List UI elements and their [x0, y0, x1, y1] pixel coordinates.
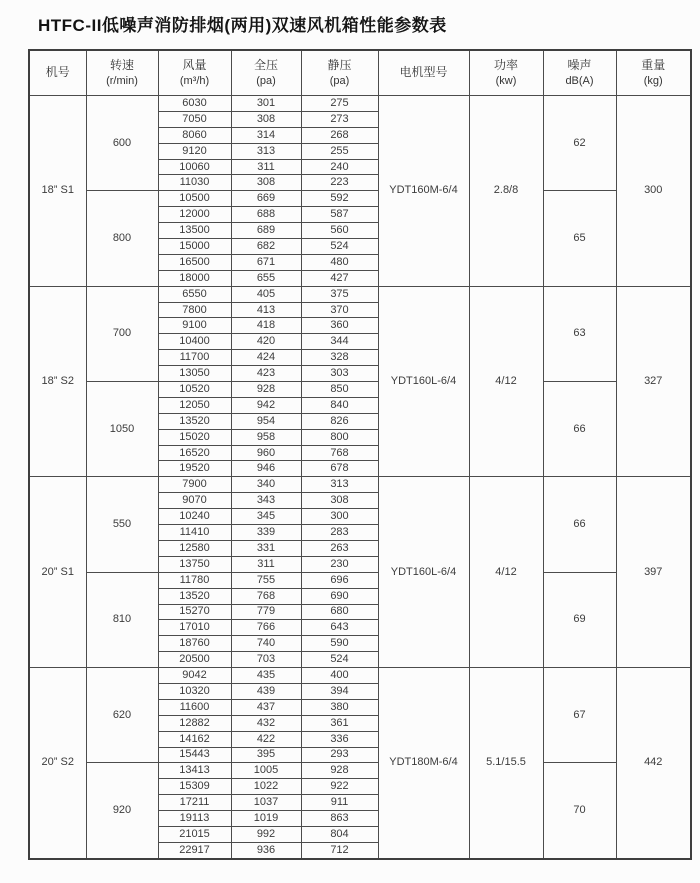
cell-total-pressure: 1019: [231, 811, 301, 827]
cell-total-pressure: 682: [231, 239, 301, 255]
cell-static-pressure: 587: [301, 207, 378, 223]
cell-noise: 69: [543, 572, 616, 667]
col-header-static-pressure: [301, 50, 378, 96]
cell-total-pressure: 343: [231, 493, 301, 509]
cell-speed: 800: [86, 191, 158, 286]
cell-static-pressure: 283: [301, 525, 378, 541]
col-header-label: 重量: [641, 58, 666, 73]
cell-airflow: 12000: [158, 207, 231, 223]
cell-static-pressure: 361: [301, 715, 378, 731]
col-header-speed: [86, 50, 158, 96]
cell-total-pressure: 311: [231, 556, 301, 572]
table-row: [29, 477, 691, 493]
cell-machine-no: 18” S2: [29, 286, 86, 477]
cell-airflow: 20500: [158, 652, 231, 668]
cell-static-pressure: 273: [301, 111, 378, 127]
col-header-airflow: [158, 50, 231, 96]
cell-total-pressure: 942: [231, 397, 301, 413]
cell-total-pressure: 1037: [231, 795, 301, 811]
cell-total-pressure: 703: [231, 652, 301, 668]
cell-static-pressure: 240: [301, 159, 378, 175]
col-header-unit: (pa): [256, 74, 276, 87]
col-header-label: 功率: [493, 58, 518, 73]
cell-airflow: 18760: [158, 636, 231, 652]
cell-total-pressure: 311: [231, 159, 301, 175]
cell-speed: 620: [86, 668, 158, 763]
cell-airflow: 17211: [158, 795, 231, 811]
cell-total-pressure: 768: [231, 588, 301, 604]
cell-airflow: 16500: [158, 254, 231, 270]
cell-airflow: 10240: [158, 509, 231, 525]
page-title: HTFC-II低噪声消防排烟(两用)双速风机箱性能参数表: [38, 16, 447, 35]
cell-speed: 700: [86, 286, 158, 381]
cell-static-pressure: 303: [301, 366, 378, 382]
cell-total-pressure: 946: [231, 461, 301, 477]
cell-total-pressure: 331: [231, 540, 301, 556]
cell-static-pressure: 313: [301, 477, 378, 493]
cell-static-pressure: 800: [301, 429, 378, 445]
cell-airflow: 11030: [158, 175, 231, 191]
cell-airflow: 9100: [158, 318, 231, 334]
cell-airflow: 13413: [158, 763, 231, 779]
cell-total-pressure: 689: [231, 223, 301, 239]
cell-static-pressure: 375: [301, 286, 378, 302]
table-row: [29, 382, 691, 398]
cell-airflow: 10520: [158, 382, 231, 398]
table-row: [29, 96, 691, 112]
cell-speed: 600: [86, 96, 158, 191]
cell-airflow: 15270: [158, 604, 231, 620]
cell-total-pressure: 958: [231, 429, 301, 445]
cell-motor-model: YDT160L-6/4: [378, 286, 469, 477]
cell-airflow: 21015: [158, 826, 231, 842]
col-header-label: 静压: [327, 58, 352, 73]
cell-airflow: 11700: [158, 350, 231, 366]
cell-total-pressure: 424: [231, 350, 301, 366]
cell-static-pressure: 328: [301, 350, 378, 366]
cell-power: 4/12: [469, 477, 543, 668]
cell-total-pressure: 688: [231, 207, 301, 223]
cell-static-pressure: 850: [301, 382, 378, 398]
cell-total-pressure: 437: [231, 699, 301, 715]
cell-power: 5.1/15.5: [469, 668, 543, 859]
col-header-unit: (pa): [329, 74, 350, 87]
cell-static-pressure: 911: [301, 795, 378, 811]
table-header: [29, 50, 691, 96]
cell-static-pressure: 696: [301, 572, 378, 588]
cell-noise: 67: [543, 668, 616, 763]
col-header-label: 噪声: [567, 58, 592, 73]
table-row: [29, 191, 691, 207]
cell-airflow: 11780: [158, 572, 231, 588]
cell-motor-model: YDT160M-6/4: [378, 96, 469, 287]
cell-power: 4/12: [469, 286, 543, 477]
cell-static-pressure: 712: [301, 842, 378, 858]
cell-static-pressure: 380: [301, 699, 378, 715]
cell-static-pressure: 768: [301, 445, 378, 461]
cell-total-pressure: 655: [231, 270, 301, 286]
cell-static-pressure: 922: [301, 779, 378, 795]
cell-noise: 66: [543, 477, 616, 572]
cell-noise: 70: [543, 763, 616, 859]
cell-total-pressure: 405: [231, 286, 301, 302]
cell-airflow: 10500: [158, 191, 231, 207]
cell-total-pressure: 755: [231, 572, 301, 588]
cell-airflow: 10060: [158, 159, 231, 175]
col-header-unit: (kw): [495, 74, 517, 87]
cell-total-pressure: 740: [231, 636, 301, 652]
cell-noise: 63: [543, 286, 616, 381]
cell-airflow: 7800: [158, 302, 231, 318]
cell-total-pressure: 960: [231, 445, 301, 461]
cell-airflow: 15000: [158, 239, 231, 255]
cell-total-pressure: 928: [231, 382, 301, 398]
cell-speed: 810: [86, 572, 158, 667]
cell-static-pressure: 223: [301, 175, 378, 191]
cell-total-pressure: 936: [231, 842, 301, 858]
cell-airflow: 15443: [158, 747, 231, 763]
cell-airflow: 16520: [158, 445, 231, 461]
col-header-unit: (m³/h): [179, 74, 210, 87]
cell-static-pressure: 344: [301, 334, 378, 350]
cell-total-pressure: 340: [231, 477, 301, 493]
cell-total-pressure: 992: [231, 826, 301, 842]
cell-static-pressure: 524: [301, 652, 378, 668]
cell-airflow: 12050: [158, 397, 231, 413]
cell-static-pressure: 394: [301, 683, 378, 699]
col-header-label: 全压: [253, 58, 278, 73]
cell-total-pressure: 435: [231, 668, 301, 684]
cell-airflow: 10320: [158, 683, 231, 699]
cell-total-pressure: 308: [231, 175, 301, 191]
cell-total-pressure: 779: [231, 604, 301, 620]
cell-static-pressure: 308: [301, 493, 378, 509]
col-header-label: 转速: [109, 58, 134, 73]
cell-motor-model: YDT180M-6/4: [378, 668, 469, 859]
cell-static-pressure: 255: [301, 143, 378, 159]
cell-airflow: 13500: [158, 223, 231, 239]
cell-total-pressure: 954: [231, 413, 301, 429]
cell-airflow: 9042: [158, 668, 231, 684]
cell-static-pressure: 230: [301, 556, 378, 572]
cell-total-pressure: 420: [231, 334, 301, 350]
cell-airflow: 9120: [158, 143, 231, 159]
cell-total-pressure: 413: [231, 302, 301, 318]
cell-static-pressure: 840: [301, 397, 378, 413]
col-header-unit: (r/min): [106, 74, 138, 87]
cell-static-pressure: 263: [301, 540, 378, 556]
cell-airflow: 7050: [158, 111, 231, 127]
cell-speed: 1050: [86, 382, 158, 477]
cell-machine-no: 20” S1: [29, 477, 86, 668]
cell-static-pressure: 275: [301, 96, 378, 112]
cell-static-pressure: 690: [301, 588, 378, 604]
cell-static-pressure: 592: [301, 191, 378, 207]
col-header-noise: [543, 50, 616, 96]
cell-total-pressure: 439: [231, 683, 301, 699]
cell-static-pressure: 370: [301, 302, 378, 318]
cell-total-pressure: 314: [231, 127, 301, 143]
cell-total-pressure: 418: [231, 318, 301, 334]
cell-static-pressure: 360: [301, 318, 378, 334]
cell-airflow: 11600: [158, 699, 231, 715]
cell-weight: 442: [616, 668, 691, 859]
cell-static-pressure: 293: [301, 747, 378, 763]
cell-static-pressure: 804: [301, 826, 378, 842]
cell-weight: 397: [616, 477, 691, 668]
cell-static-pressure: 480: [301, 254, 378, 270]
cell-airflow: 15020: [158, 429, 231, 445]
col-header-machine-no: [29, 50, 86, 96]
cell-total-pressure: 1005: [231, 763, 301, 779]
cell-noise: 65: [543, 191, 616, 286]
cell-static-pressure: 400: [301, 668, 378, 684]
table-row: [29, 286, 691, 302]
cell-airflow: 13520: [158, 413, 231, 429]
cell-weight: 327: [616, 286, 691, 477]
header-row: [29, 50, 691, 96]
cell-airflow: 10400: [158, 334, 231, 350]
cell-total-pressure: 766: [231, 620, 301, 636]
col-header-unit: (kg): [643, 74, 663, 87]
cell-static-pressure: 928: [301, 763, 378, 779]
cell-static-pressure: 336: [301, 731, 378, 747]
cell-airflow: 13050: [158, 366, 231, 382]
cell-total-pressure: 432: [231, 715, 301, 731]
cell-airflow: 15309: [158, 779, 231, 795]
col-header-total-pressure: [231, 50, 301, 96]
table-row: [29, 668, 691, 684]
cell-total-pressure: 395: [231, 747, 301, 763]
cell-static-pressure: 680: [301, 604, 378, 620]
cell-airflow: 7900: [158, 477, 231, 493]
cell-airflow: 12580: [158, 540, 231, 556]
cell-airflow: 13750: [158, 556, 231, 572]
table-row: [29, 572, 691, 588]
cell-airflow: 9070: [158, 493, 231, 509]
cell-static-pressure: 863: [301, 811, 378, 827]
cell-static-pressure: 268: [301, 127, 378, 143]
cell-speed: 550: [86, 477, 158, 572]
col-header-power: [469, 50, 543, 96]
cell-airflow: 8060: [158, 127, 231, 143]
cell-total-pressure: 669: [231, 191, 301, 207]
cell-total-pressure: 308: [231, 111, 301, 127]
col-header-unit: dB(A): [565, 74, 594, 87]
cell-total-pressure: 423: [231, 366, 301, 382]
cell-speed: 920: [86, 763, 158, 859]
cell-airflow: 6030: [158, 96, 231, 112]
cell-total-pressure: 1022: [231, 779, 301, 795]
cell-total-pressure: 671: [231, 254, 301, 270]
cell-static-pressure: 590: [301, 636, 378, 652]
cell-power: 2.8/8: [469, 96, 543, 287]
performance-table: [28, 49, 692, 860]
col-header-label: 电机型号: [399, 65, 448, 80]
cell-airflow: 6550: [158, 286, 231, 302]
cell-static-pressure: 300: [301, 509, 378, 525]
cell-static-pressure: 560: [301, 223, 378, 239]
cell-total-pressure: 345: [231, 509, 301, 525]
cell-static-pressure: 643: [301, 620, 378, 636]
cell-static-pressure: 678: [301, 461, 378, 477]
cell-noise: 62: [543, 96, 616, 191]
cell-airflow: 17010: [158, 620, 231, 636]
cell-machine-no: 18” S1: [29, 96, 86, 287]
cell-motor-model: YDT160L-6/4: [378, 477, 469, 668]
col-header-label: 风量: [182, 58, 207, 73]
table-row: [29, 763, 691, 779]
col-header-weight: [616, 50, 691, 96]
cell-total-pressure: 301: [231, 96, 301, 112]
table-body: [29, 96, 691, 859]
cell-static-pressure: 524: [301, 239, 378, 255]
cell-weight: 300: [616, 96, 691, 287]
col-header-label: 机号: [45, 65, 70, 80]
cell-machine-no: 20” S2: [29, 668, 86, 859]
cell-total-pressure: 313: [231, 143, 301, 159]
cell-airflow: 19113: [158, 811, 231, 827]
cell-static-pressure: 826: [301, 413, 378, 429]
cell-airflow: 12882: [158, 715, 231, 731]
cell-total-pressure: 339: [231, 525, 301, 541]
col-header-motor-model: [378, 50, 469, 96]
cell-airflow: 18000: [158, 270, 231, 286]
cell-static-pressure: 427: [301, 270, 378, 286]
cell-airflow: 22917: [158, 842, 231, 858]
cell-airflow: 19520: [158, 461, 231, 477]
cell-airflow: 14162: [158, 731, 231, 747]
cell-noise: 66: [543, 382, 616, 477]
cell-airflow: 13520: [158, 588, 231, 604]
cell-total-pressure: 422: [231, 731, 301, 747]
cell-airflow: 11410: [158, 525, 231, 541]
